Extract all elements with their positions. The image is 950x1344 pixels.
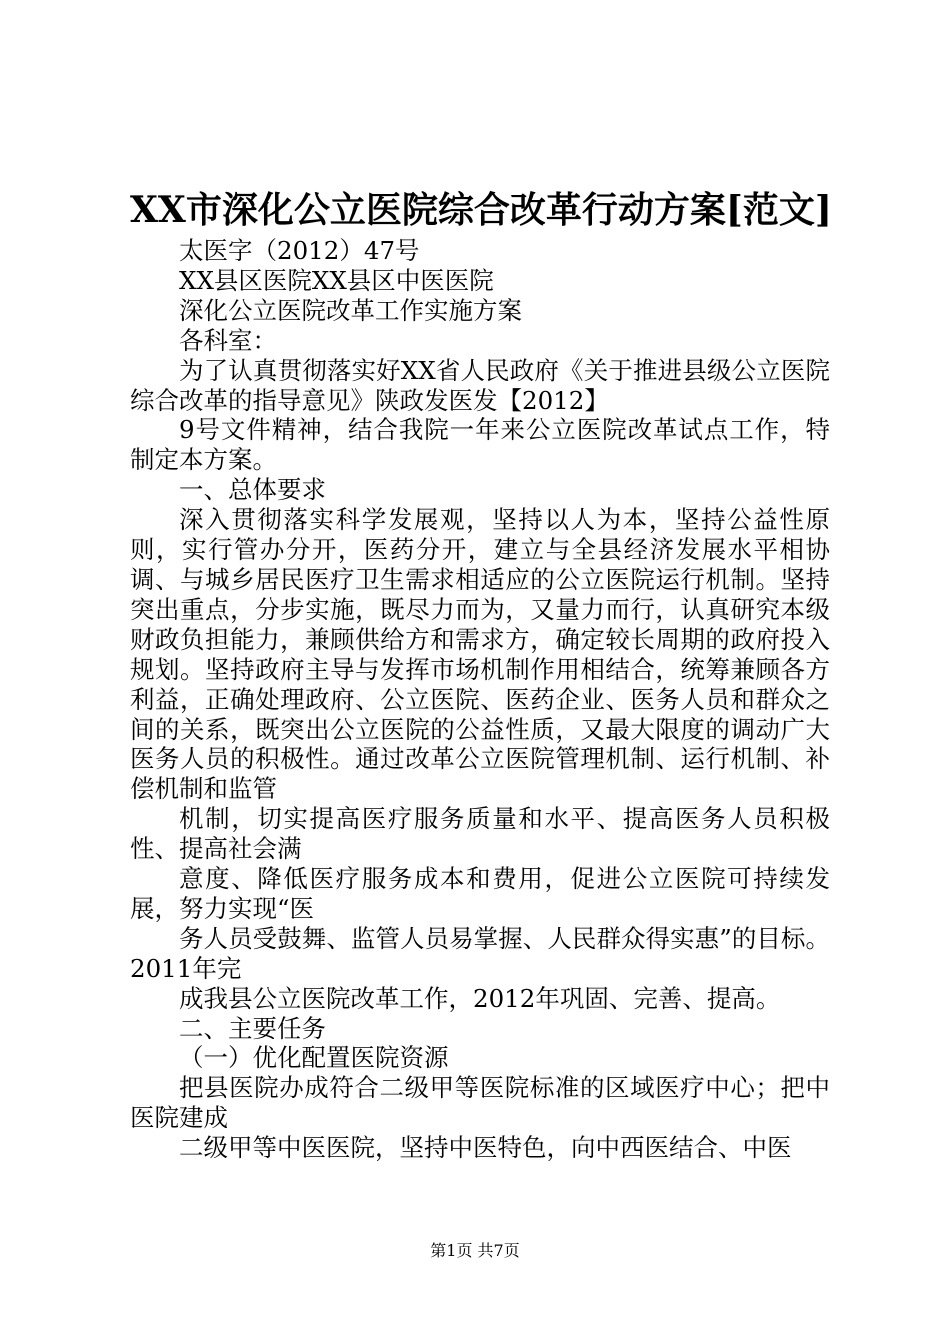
paragraph: 意度、降低医疗服务成本和费用，促进公立医院可持续发展，努力实现“医 (130, 864, 830, 923)
document-body (130, 236, 830, 1163)
paragraph: 把县医院办成符合二级甲等医院标准的区域医疗中心；把中医院建成 (130, 1073, 830, 1133)
page-footer: 第1页 共7页 (430, 1241, 520, 1260)
salutation: 各科室： (179, 325, 277, 355)
document-title: XX市深化公立医院综合改革行动方案[范文] (130, 189, 832, 231)
paragraph: 二级甲等中医医院，坚持中医特色，向中西医结合、中医 (179, 1133, 792, 1163)
plan-subtitle: 深化公立医院改革工作实施方案 (179, 295, 522, 325)
section-heading: 一、总体要求 (179, 475, 326, 505)
paragraph: 机制，切实提高医疗服务质量和水平、提高医务人员积极性、提高社会满 (130, 804, 830, 864)
section-heading: 二、主要任务 (179, 1013, 326, 1043)
hospital-names: XX县区医院XX县区中医医院 (179, 265, 494, 295)
subsection-heading: （一）优化配置医院资源 (179, 1043, 449, 1073)
paragraph: 9号文件精神，结合我院一年来公立医院改革试点工作，特制定本方案。 (130, 415, 830, 475)
paragraph: 务人员受鼓舞、监管人员易掌握、人民群众得实惠”的目标。2011年完 (130, 923, 830, 983)
paragraph: 成我县公立医院改革工作，2012年巩固、完善、提高。 (179, 983, 781, 1013)
paragraph: 深入贯彻落实科学发展观，坚持以人为本，坚持公益性原则，实行管办分开，医药分开，建立与全县经济发展水平相协调、与城乡居民医疗卫生需求相适应的公立医院运行机制。坚持突出重点，分步实施，既尽力而为，又量力而行，认真研究本级财政负担能力，兼顾供给方和需求方，确定较长周期的政府投入规划。坚持政府主导与发挥市场机制作用相结合，统筹兼顾各方利益，正确处理政府、公立医院、医药企业、医务人员和群众之间的关系，既突出公立医院的公益性质，又最大限度的调动广大医务人员的积极性。通过改革公立医院管理机制、运行机制、补偿机制和监管 (130, 505, 830, 804)
paragraph: 为了认真贯彻落实好XX省人民政府《关于推进县级公立医院综合改革的指导意见》陕政发医发【2012】 (130, 355, 830, 415)
doc-number: 太医字（2012）47号 (179, 236, 420, 265)
